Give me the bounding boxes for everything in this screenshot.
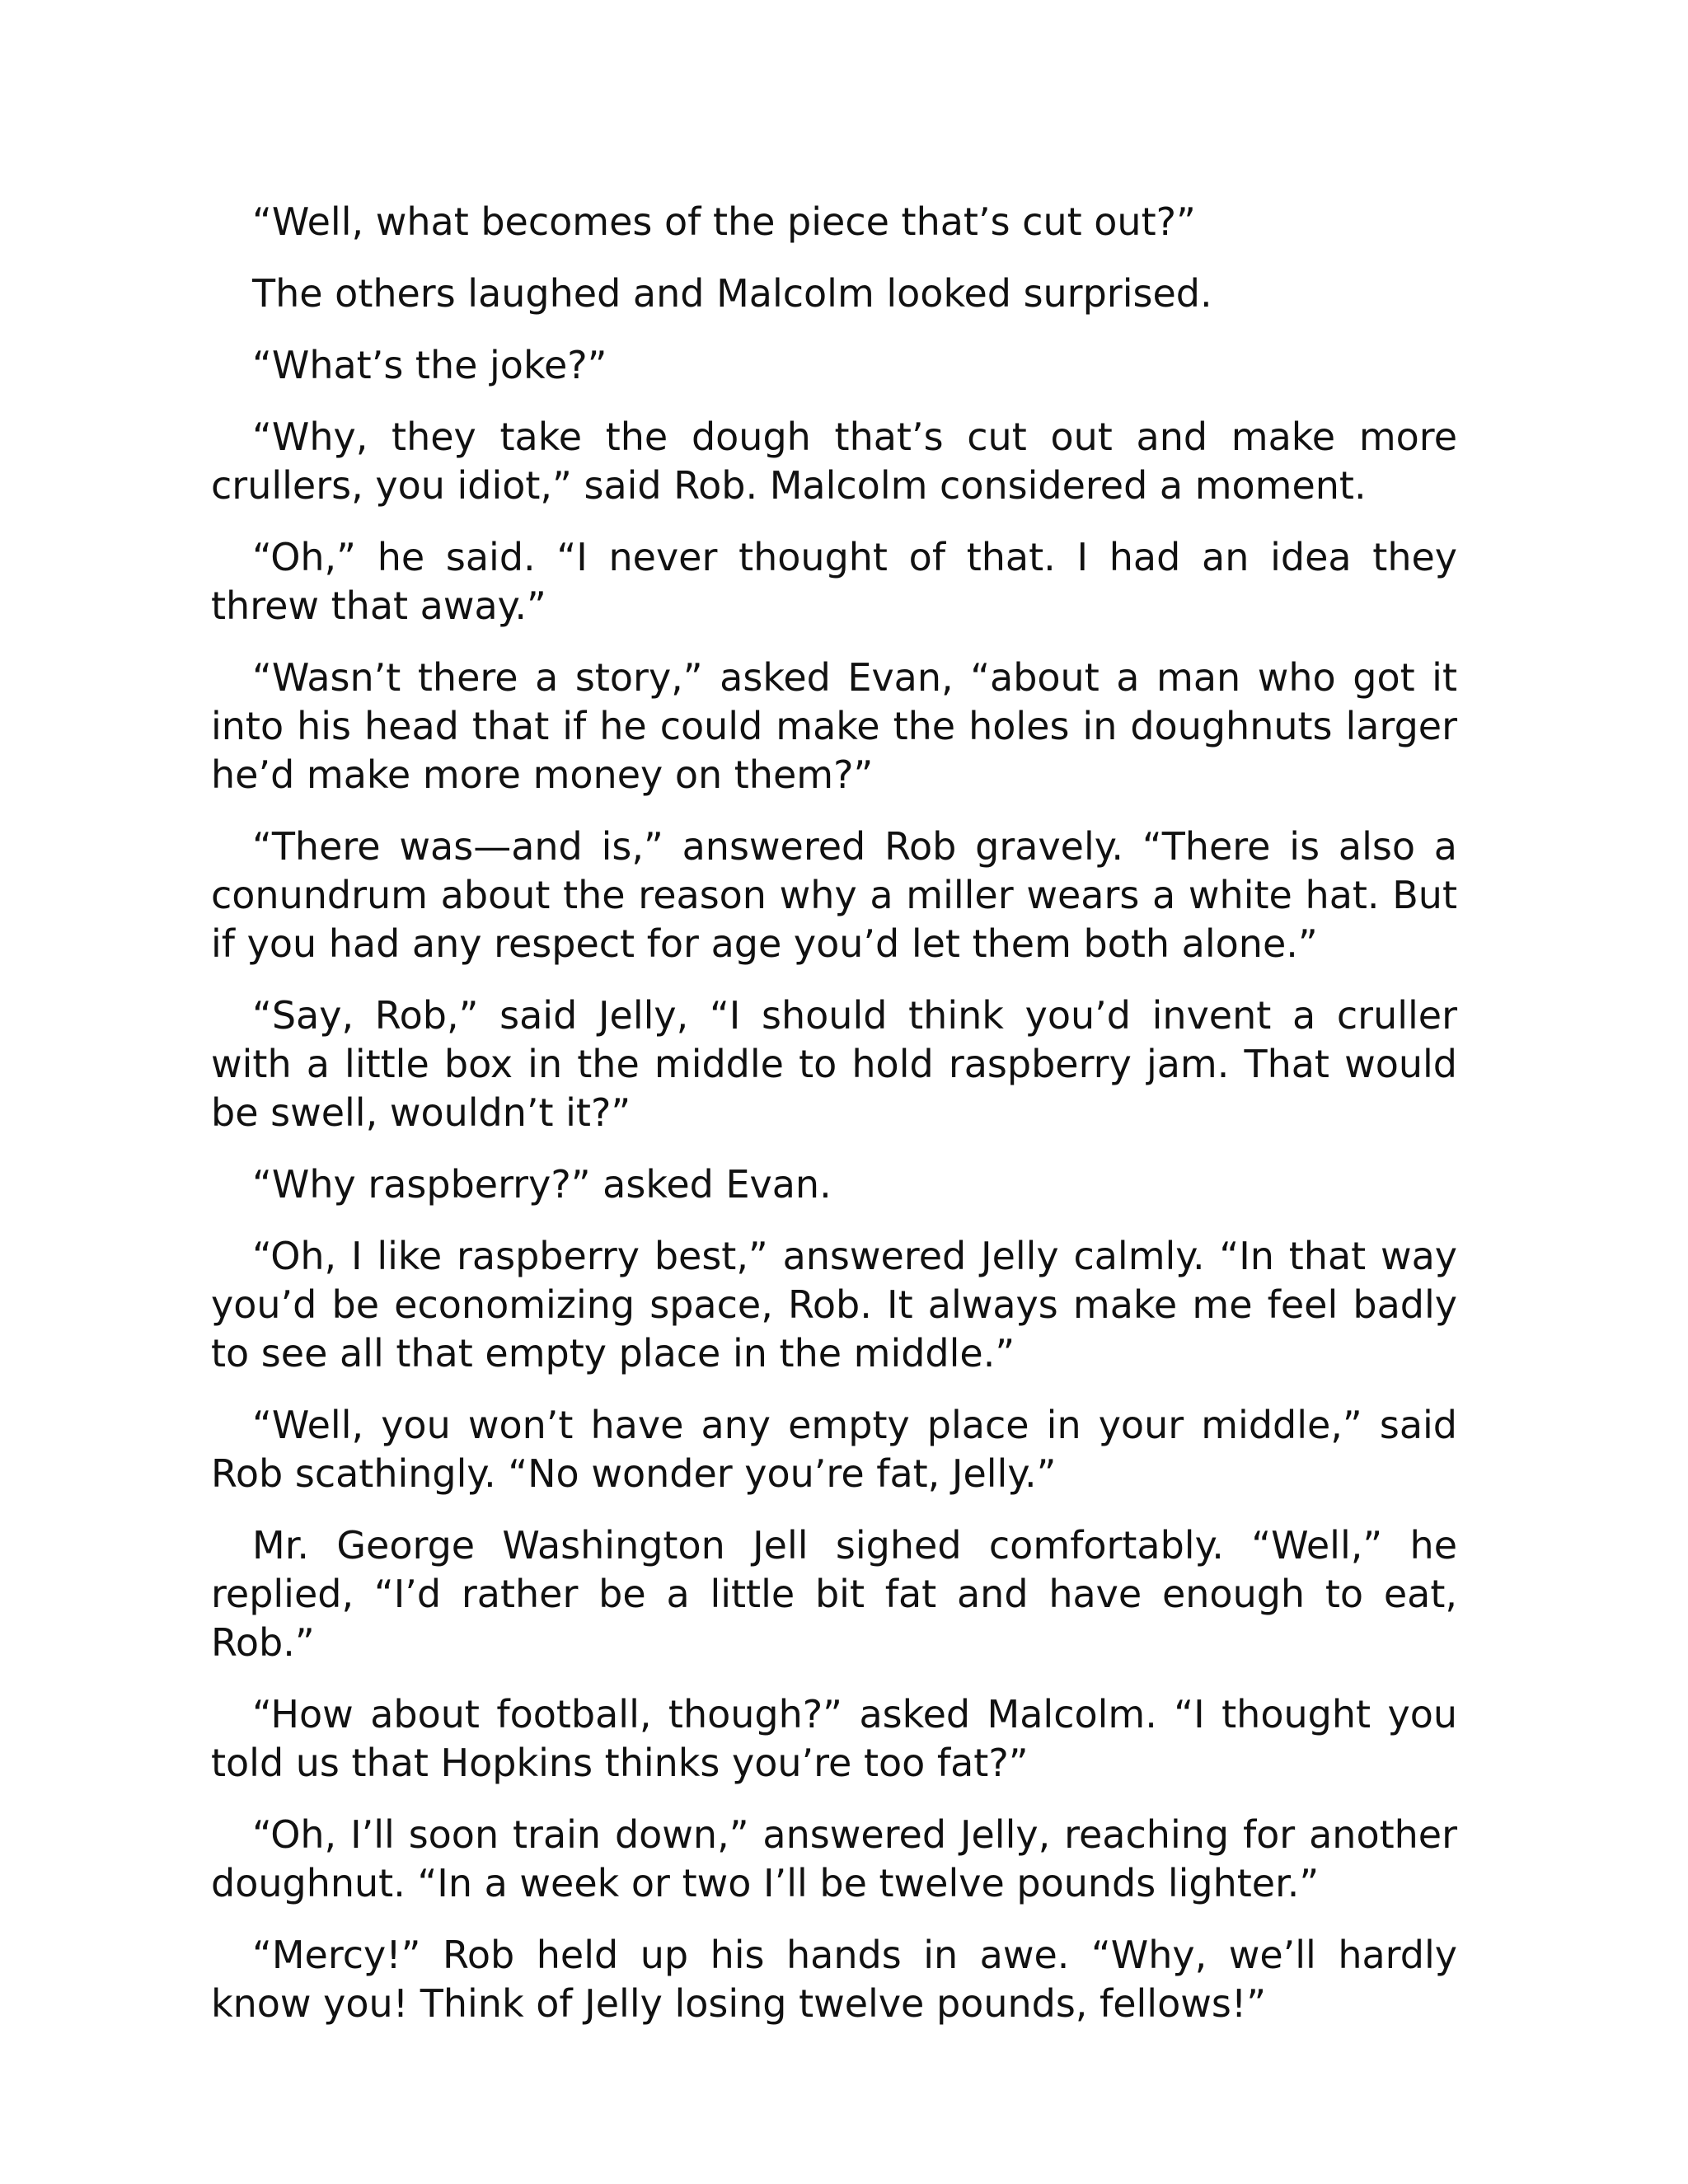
paragraph: “Mercy!” Rob held up his hands in awe. “Why, we’ll hardly know you! Think of Jelly losing twelve pounds, fellows!” bbox=[211, 1933, 1457, 2026]
paragraph: “How about football, though?” asked Malcolm. “I thought you told us that Hopkins thinks you’re too fat?” bbox=[211, 1692, 1457, 1785]
paragraph: “Well, you won’t have any empty place in your middle,” said Rob scathingly. “No wonder you’re fat, Jelly.” bbox=[211, 1403, 1457, 1496]
paragraph: “Why, they take the dough that’s cut out and make more crullers, you idiot,” said Rob. Malcolm considered a moment. bbox=[211, 415, 1457, 508]
paragraph: “Why raspberry?” asked Evan. bbox=[252, 1162, 832, 1207]
paragraph: “Wasn’t there a story,” asked Evan, “about a man who got it into his head that if he could make the holes in doughnuts larger he’d make more money on them?” bbox=[211, 655, 1457, 797]
paragraph: “Oh,” he said. “I never thought of that. I had an idea they threw that away.” bbox=[211, 535, 1457, 628]
paragraph: Mr. George Washington Jell sighed comfortably. “Well,” he replied, “I’d rather be a little bit fat and have enough to eat, Rob.” bbox=[211, 1523, 1457, 1665]
paragraph: “Well, what becomes of the piece that’s cut out?” bbox=[252, 199, 1196, 244]
paragraph: “Say, Rob,” said Jelly, “I should think you’d invent a cruller with a little box in the middle to hold raspberry jam. That would be swell, wouldn’t it?” bbox=[211, 993, 1457, 1135]
paragraph: “There was—and is,” answered Rob gravely. “There is also a conundrum about the reason why a miller wears a white hat. But if you had any respect for age you’d let them both alone.” bbox=[211, 824, 1457, 966]
paragraph: “Oh, I’ll soon train down,” answered Jelly, reaching for another doughnut. “In a week or two I’ll be twelve pounds lighter.” bbox=[211, 1812, 1457, 1905]
paragraph: “Oh, I like raspberry best,” answered Jelly calmly. “In that way you’d be economizing space, Rob. It always make me feel badly to see all that empty place in the middle.” bbox=[211, 1234, 1457, 1376]
paragraph: “What’s the joke?” bbox=[252, 343, 607, 387]
paragraph: The others laughed and Malcolm looked surprised. bbox=[252, 271, 1212, 316]
page-body-text bbox=[211, 198, 1457, 2051]
